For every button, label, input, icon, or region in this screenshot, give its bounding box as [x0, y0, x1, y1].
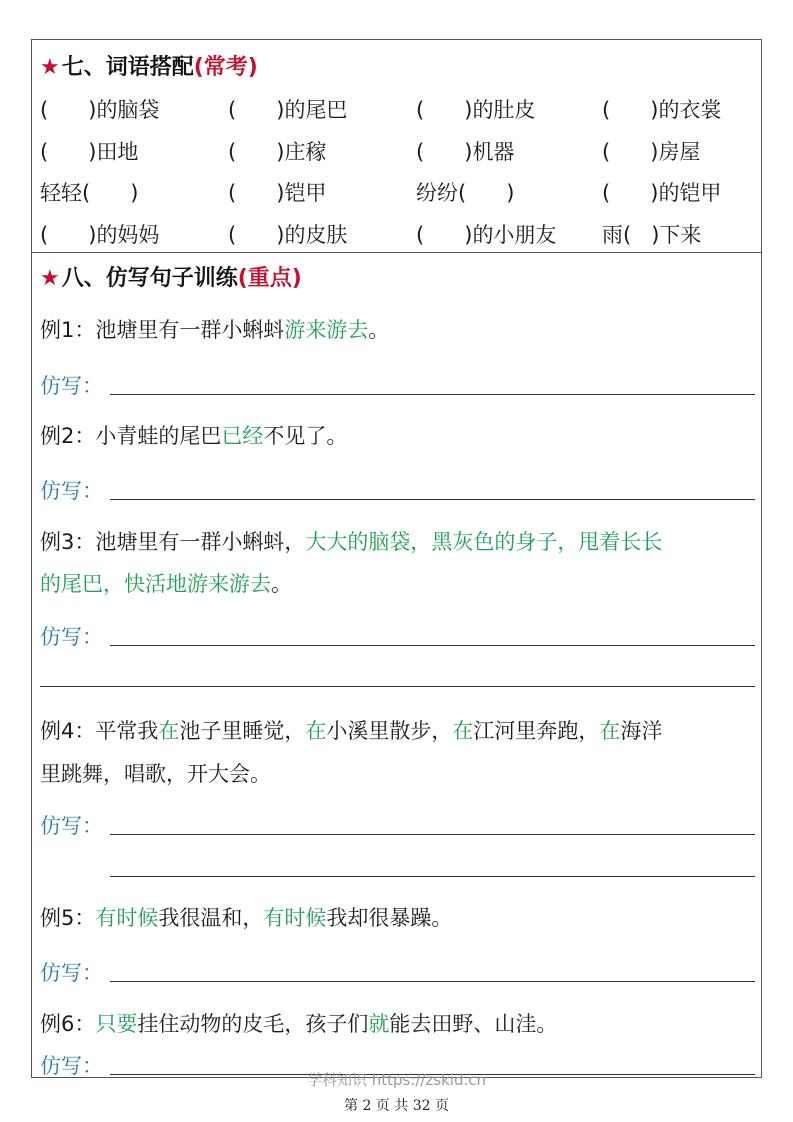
highlight-text: 游来游去: [284, 318, 369, 342]
example-sentence: [40, 902, 452, 932]
example-sentence: [40, 314, 389, 344]
example-number: 例6：: [40, 1012, 96, 1036]
example-number: 例4：: [40, 719, 96, 743]
sentence-text: 小溪里散步，: [326, 719, 453, 743]
word-blank-item: ( )的脑袋: [40, 98, 160, 122]
word-blank-item: ( )铠甲: [228, 181, 327, 205]
word-blank-item: ( )的妈妈: [40, 223, 160, 247]
sentence-text: 池子里睡觉，: [179, 719, 306, 743]
imitate-label: 仿写：: [40, 374, 103, 398]
section8-heading: [40, 261, 302, 292]
sentence-text: 挂住动物的皮毛，孩子们: [137, 1012, 369, 1036]
answer-line[interactable]: [110, 981, 755, 982]
imitate-label: 仿写：: [40, 814, 103, 838]
example-number: 例3：: [40, 530, 96, 554]
imitate-label: 仿写：: [40, 961, 103, 985]
word-blank-item: 纷纷( ): [416, 181, 515, 205]
word-blank-item: ( )的铠甲: [602, 181, 722, 205]
highlight-text: 只要: [95, 1012, 138, 1036]
example-sentence: [40, 420, 347, 450]
highlight-text: 在: [599, 719, 621, 743]
example-number: 例1：: [40, 318, 96, 342]
word-blank-item: ( )机器: [416, 140, 515, 164]
section8-tag: (重点): [237, 266, 302, 291]
answer-line[interactable]: [110, 645, 755, 646]
answer-line[interactable]: [110, 834, 755, 835]
imitate-label: 仿写：: [40, 625, 103, 649]
sentence-text: 里跳舞，唱歌，开大会。: [40, 762, 271, 786]
highlight-text: 在: [158, 719, 180, 743]
star-icon: ★: [40, 55, 60, 80]
answer-line[interactable]: [110, 499, 755, 500]
word-blank-item: ( )的小朋友: [416, 223, 557, 247]
highlight-text: 已经: [221, 424, 264, 448]
sentence-text: 江河里奔跑，: [473, 719, 600, 743]
word-blank-item: ( )的尾巴: [228, 98, 348, 122]
word-blank-item: ( )田地: [40, 140, 139, 164]
word-blank-item: ( )庄稼: [228, 140, 327, 164]
section8-title: 八、仿写句子训练: [61, 266, 238, 291]
section7-title: 七、词语搭配: [61, 55, 194, 80]
word-blank-item: ( )的皮肤: [228, 223, 348, 247]
section7-tag: (常考): [193, 55, 258, 80]
section-divider: [32, 252, 761, 253]
word-blank-item: 雨( )下来: [602, 223, 702, 247]
highlight-text: 的尾巴，快活地游来游去: [40, 572, 271, 596]
example-sentence: [40, 1008, 557, 1038]
sentence-text: 。: [271, 572, 292, 596]
highlight-text: 大大的脑袋，黑灰色的身子，甩着长长: [305, 530, 663, 554]
sentence-text: 海洋: [620, 719, 663, 743]
highlight-text: 在: [305, 719, 327, 743]
sentence-text: 平常我: [95, 719, 159, 743]
sentence-text: 我很温和，: [158, 906, 264, 930]
imitate-label: 仿写：: [40, 479, 103, 503]
answer-line[interactable]: [110, 876, 755, 877]
word-blank-item: 轻轻( ): [40, 181, 139, 205]
sentence-text: 小青蛙的尾巴: [95, 424, 222, 448]
footer-site: 学科知识 https://zskid.cn: [306, 1071, 487, 1089]
sentence-text: 池塘里有一群小蝌蚪: [95, 318, 285, 342]
example-sentence: [40, 526, 662, 556]
word-blank-item: ( )房屋: [602, 140, 701, 164]
word-blank-item: ( )的衣裳: [602, 98, 722, 122]
example-sentence: [40, 715, 662, 745]
example-sentence: [40, 758, 271, 788]
sentence-text: 能去田野、山洼。: [389, 1012, 558, 1036]
highlight-text: 有时候: [95, 906, 159, 930]
sentence-text: 。: [368, 318, 390, 342]
highlight-text: 就: [368, 1012, 390, 1036]
sentence-text: 我却很暴躁。: [326, 906, 453, 930]
imitate-label: 仿写：: [40, 1054, 103, 1078]
sentence-text: 池塘里有一群小蝌蚪，: [95, 530, 306, 554]
highlight-text: 有时候: [263, 906, 327, 930]
star-icon: ★: [40, 266, 60, 291]
word-blank-item: ( )的肚皮: [416, 98, 536, 122]
sentence-text: 不见了。: [263, 424, 348, 448]
highlight-text: 在: [452, 719, 474, 743]
answer-line[interactable]: [40, 686, 755, 687]
example-sentence: [40, 568, 292, 598]
answer-line[interactable]: [110, 394, 755, 395]
example-number: 例5：: [40, 906, 96, 930]
example-number: 例2：: [40, 424, 96, 448]
page-number: 第 2 页 共 32 页: [344, 1098, 449, 1114]
worksheet-frame: [31, 39, 762, 1078]
section7-heading: [40, 50, 258, 81]
